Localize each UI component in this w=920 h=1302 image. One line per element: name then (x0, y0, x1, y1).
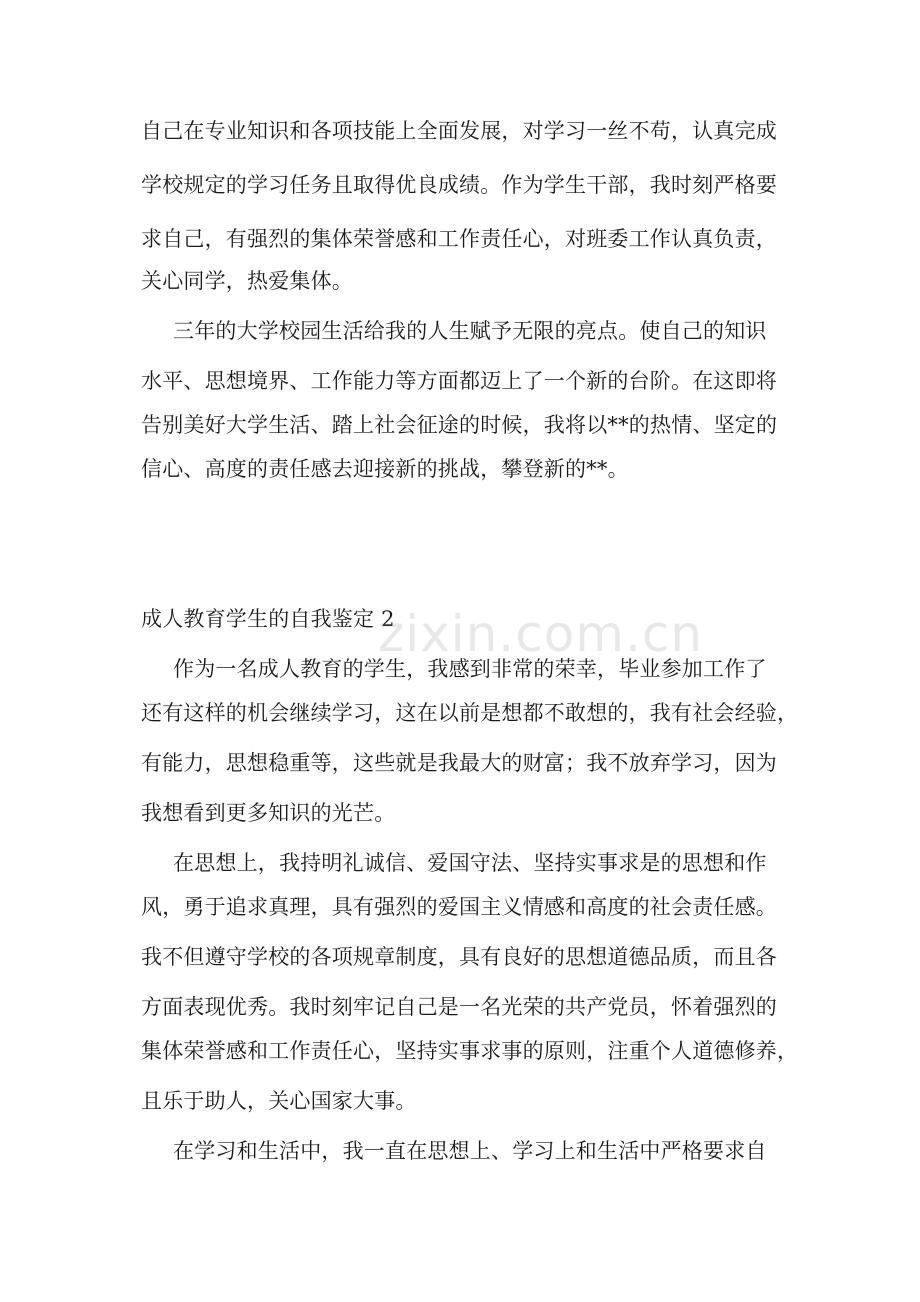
text-line: 我不但遵守学校的各项规章制度，具有良好的思想道德品质，而且各 (141, 945, 777, 969)
text-line: 求自己，有强烈的集体荣誉感和工作责任心，对班委工作认真负责， (141, 227, 777, 251)
text-line: 在学习和生活中，我一直在思想上、学习上和生活中严格要求自 (173, 1139, 767, 1163)
text-line: 在思想上，我持明礼诚信、爱国守法、坚持实事求是的思想和作 (173, 851, 767, 875)
text-line: 关心同学，热爱集体。 (141, 269, 353, 293)
text-line: 风，勇于追求真理，具有强烈的爱国主义情感和高度的社会责任感。 (141, 895, 777, 919)
watermark: zixin.com.cn (378, 605, 704, 663)
text-line: 自己在专业知识和各项技能上全面发展，对学习一丝不苟，认真完成 (141, 119, 777, 143)
text-line: 有能力，思想稳重等，这些就是我最大的财富；我不放弃学习，因为 (141, 751, 777, 775)
text-line: 作为一名成人教育的学生，我感到非常的荣幸，毕业参加工作了 (173, 657, 767, 681)
text-line: 三年的大学校园生活给我的人生赋予无限的亮点。使自己的知识 (173, 319, 767, 343)
text-line: 且乐于助人，关心国家大事。 (141, 1089, 417, 1113)
section-heading: 成人教育学生的自我鉴定 2 (141, 607, 395, 631)
text-line: 告别美好大学生活、踏上社会征途的时候，我将以**的热情、坚定的 (141, 413, 778, 437)
text-line: 集体荣誉感和工作责任心，坚持实事求事的原则，注重个人道德修养， (141, 1039, 799, 1063)
text-line: 水平、思想境界、工作能力等方面都迈上了一个新的台阶。在这即将 (141, 369, 777, 393)
text-line: 方面表现优秀。我时刻牢记自己是一名光荣的共产党员，怀着强烈的 (141, 995, 777, 1019)
text-line: 信心、高度的责任感去迎接新的挑战，攀登新的**。 (141, 457, 629, 481)
text-line: 学校规定的学习任务且取得优良成绩。作为学生干部，我时刻严格要 (141, 173, 777, 197)
text-line: 还有这样的机会继续学习，这在以前是想都不敢想的，我有社会经验， (141, 701, 799, 725)
text-line: 我想看到更多知识的光芒。 (141, 801, 396, 825)
